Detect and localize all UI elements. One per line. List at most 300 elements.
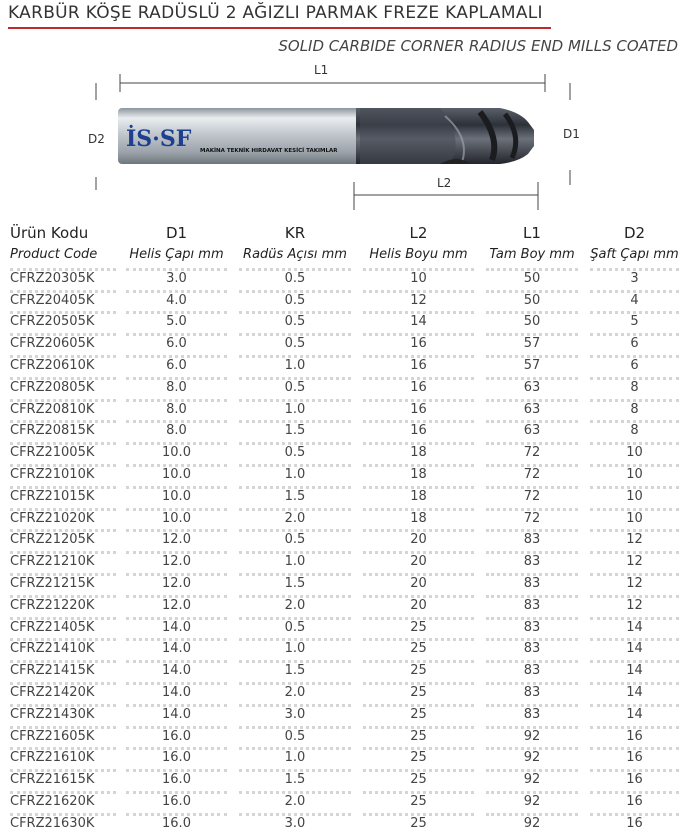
l1-value-cell bbox=[480, 745, 584, 767]
d2-value: 14 bbox=[590, 617, 679, 635]
kr-value-cell bbox=[233, 439, 357, 461]
product-code: CFRZ21205K bbox=[10, 529, 116, 547]
table-row bbox=[8, 505, 685, 527]
kr-value-cell bbox=[233, 418, 357, 440]
kr-value-cell bbox=[233, 766, 357, 788]
d1-value: 8.0 bbox=[126, 377, 227, 395]
l2-value-cell bbox=[357, 701, 480, 723]
l2-value: 25 bbox=[363, 660, 474, 678]
l1-value: 63 bbox=[486, 420, 578, 438]
l2-value: 16 bbox=[363, 333, 474, 351]
kr-value: 0.5 bbox=[239, 268, 351, 286]
d1-value: 16.0 bbox=[126, 726, 227, 744]
kr-value: 1.0 bbox=[239, 747, 351, 765]
d1-value: 8.0 bbox=[126, 399, 227, 417]
d1-dimension bbox=[563, 83, 580, 185]
l2-value-cell bbox=[357, 483, 480, 505]
product-code-cell bbox=[8, 374, 120, 396]
table-row bbox=[8, 548, 685, 570]
l2-value: 12 bbox=[363, 290, 474, 308]
table-row bbox=[8, 766, 685, 788]
d1-value-cell bbox=[120, 636, 233, 658]
d1-value-cell bbox=[120, 701, 233, 723]
l2-value: 25 bbox=[363, 704, 474, 722]
d1-value-cell bbox=[120, 396, 233, 418]
l2-value: 20 bbox=[363, 595, 474, 613]
col-header-code: Ürün Kodu bbox=[10, 224, 89, 242]
d1-value-cell bbox=[120, 374, 233, 396]
d2-value: 16 bbox=[590, 747, 679, 765]
l1-value: 63 bbox=[486, 377, 578, 395]
kr-value: 3.0 bbox=[239, 813, 351, 831]
kr-value-cell bbox=[233, 330, 357, 352]
l2-value-cell bbox=[357, 657, 480, 679]
col-subheader-l2: Helis Boyu mm bbox=[369, 246, 468, 262]
d2-value: 16 bbox=[590, 726, 679, 744]
table-row bbox=[8, 636, 685, 658]
d2-value: 12 bbox=[590, 573, 679, 591]
d1-value: 16.0 bbox=[126, 769, 227, 787]
kr-value: 1.0 bbox=[239, 464, 351, 482]
l2-value: 25 bbox=[363, 747, 474, 765]
product-code-cell bbox=[8, 570, 120, 592]
d1-value: 14.0 bbox=[126, 704, 227, 722]
kr-value: 1.5 bbox=[239, 486, 351, 504]
d2-value: 12 bbox=[590, 529, 679, 547]
d1-value: 6.0 bbox=[126, 355, 227, 373]
d2-value-cell bbox=[584, 788, 685, 810]
l1-value-cell bbox=[480, 788, 584, 810]
d1-value: 4.0 bbox=[126, 290, 227, 308]
kr-value: 0.5 bbox=[239, 442, 351, 460]
kr-value: 1.5 bbox=[239, 769, 351, 787]
d2-value-cell bbox=[584, 679, 685, 701]
d1-value-cell bbox=[120, 461, 233, 483]
l2-value: 14 bbox=[363, 311, 474, 329]
l2-value: 25 bbox=[363, 726, 474, 744]
table-row bbox=[8, 657, 685, 679]
d1-value: 6.0 bbox=[126, 333, 227, 351]
d1-value-cell bbox=[120, 592, 233, 614]
l1-value: 63 bbox=[486, 399, 578, 417]
table-row bbox=[8, 723, 685, 745]
l1-value-cell bbox=[480, 657, 584, 679]
product-code: CFRZ21620K bbox=[10, 791, 116, 809]
d2-value: 12 bbox=[590, 551, 679, 569]
product-code: CFRZ21210K bbox=[10, 551, 116, 569]
d1-value: 12.0 bbox=[126, 573, 227, 591]
d2-value-cell bbox=[584, 374, 685, 396]
product-code-cell bbox=[8, 265, 120, 287]
kr-value: 0.5 bbox=[239, 377, 351, 395]
d2-value: 12 bbox=[590, 595, 679, 613]
page-subtitle: SOLID CARBIDE CORNER RADIUS END MILLS COATED bbox=[278, 37, 678, 55]
d1-value-cell bbox=[120, 505, 233, 527]
d2-value-cell bbox=[584, 723, 685, 745]
product-code: CFRZ21010K bbox=[10, 464, 116, 482]
table-row bbox=[8, 701, 685, 723]
d2-value: 10 bbox=[590, 508, 679, 526]
l2-value: 16 bbox=[363, 377, 474, 395]
product-code: CFRZ21220K bbox=[10, 595, 116, 613]
l1-value-cell bbox=[480, 723, 584, 745]
d2-value: 6 bbox=[590, 355, 679, 373]
product-code: CFRZ21005K bbox=[10, 442, 116, 460]
l2-value-cell bbox=[357, 745, 480, 767]
l2-value: 25 bbox=[363, 813, 474, 831]
l2-value-cell bbox=[357, 636, 480, 658]
d2-value: 5 bbox=[590, 311, 679, 329]
l1-value: 83 bbox=[486, 682, 578, 700]
d1-value: 10.0 bbox=[126, 464, 227, 482]
l1-value-cell bbox=[480, 374, 584, 396]
product-code: CFRZ21430K bbox=[10, 704, 116, 722]
l2-value-cell bbox=[357, 527, 480, 549]
l1-value-cell bbox=[480, 766, 584, 788]
l1-value: 50 bbox=[486, 311, 578, 329]
l1-value: 72 bbox=[486, 464, 578, 482]
col-subheader-kr: Radüs Açısı mm bbox=[243, 246, 347, 262]
product-code: CFRZ21630K bbox=[10, 813, 116, 831]
table-row bbox=[8, 374, 685, 396]
table-row bbox=[8, 287, 685, 309]
d2-value: 3 bbox=[590, 268, 679, 286]
d2-value: 10 bbox=[590, 486, 679, 504]
d1-value-cell bbox=[120, 614, 233, 636]
d2-value-cell bbox=[584, 810, 685, 832]
d2-value-cell bbox=[584, 265, 685, 287]
l2-value-cell bbox=[357, 439, 480, 461]
d1-value: 5.0 bbox=[126, 311, 227, 329]
d2-label: D2 bbox=[88, 132, 105, 146]
d1-value-cell bbox=[120, 527, 233, 549]
l1-value: 92 bbox=[486, 813, 578, 831]
table-row bbox=[8, 439, 685, 461]
l2-value-cell bbox=[357, 548, 480, 570]
product-code: CFRZ20505K bbox=[10, 311, 116, 329]
l1-value: 83 bbox=[486, 529, 578, 547]
kr-value: 0.5 bbox=[239, 617, 351, 635]
d1-label: D1 bbox=[563, 127, 580, 141]
col-header-kr: KR bbox=[284, 224, 306, 242]
product-code-cell bbox=[8, 810, 120, 832]
kr-value-cell bbox=[233, 810, 357, 832]
d2-value: 6 bbox=[590, 333, 679, 351]
d1-value: 14.0 bbox=[126, 660, 227, 678]
kr-value-cell bbox=[233, 548, 357, 570]
kr-value: 1.0 bbox=[239, 399, 351, 417]
col-subheader-code: Product Code bbox=[10, 246, 98, 262]
d1-value: 14.0 bbox=[126, 638, 227, 656]
kr-value-cell bbox=[233, 570, 357, 592]
l1-value-cell bbox=[480, 592, 584, 614]
d2-value-cell bbox=[584, 352, 685, 374]
table-row bbox=[8, 592, 685, 614]
l1-value: 72 bbox=[486, 442, 578, 460]
l2-value: 20 bbox=[363, 573, 474, 591]
d1-value: 14.0 bbox=[126, 617, 227, 635]
kr-value: 2.0 bbox=[239, 791, 351, 809]
product-code: CFRZ21610K bbox=[10, 747, 116, 765]
l2-value-cell bbox=[357, 679, 480, 701]
table-row bbox=[8, 614, 685, 636]
l1-value-cell bbox=[480, 636, 584, 658]
d1-value: 16.0 bbox=[126, 791, 227, 809]
table-row bbox=[8, 265, 685, 287]
kr-value: 1.5 bbox=[239, 420, 351, 438]
l1-value-cell bbox=[480, 439, 584, 461]
product-code: CFRZ20405K bbox=[10, 290, 116, 308]
kr-value-cell bbox=[233, 614, 357, 636]
l1-value-cell bbox=[480, 309, 584, 331]
product-code-cell bbox=[8, 701, 120, 723]
header-row-top bbox=[8, 223, 685, 243]
l1-value: 57 bbox=[486, 355, 578, 373]
l1-value-cell bbox=[480, 287, 584, 309]
d2-value: 8 bbox=[590, 377, 679, 395]
table-row bbox=[8, 418, 685, 440]
brand-tagline: MAKİNA TEKNİK HIRDAVAT KESİCİ TAKIMLAR bbox=[200, 148, 338, 154]
l1-value: 83 bbox=[486, 551, 578, 569]
l1-value: 92 bbox=[486, 791, 578, 809]
spec-table-body bbox=[8, 265, 685, 832]
l2-value: 18 bbox=[363, 508, 474, 526]
product-code: CFRZ21605K bbox=[10, 726, 116, 744]
l2-value: 16 bbox=[363, 355, 474, 373]
kr-value: 1.0 bbox=[239, 638, 351, 656]
product-code: CFRZ21615K bbox=[10, 769, 116, 787]
product-code-cell bbox=[8, 614, 120, 636]
product-code-cell bbox=[8, 548, 120, 570]
d1-value-cell bbox=[120, 657, 233, 679]
l1-value-cell bbox=[480, 679, 584, 701]
l1-value: 72 bbox=[486, 486, 578, 504]
d1-value-cell bbox=[120, 723, 233, 745]
d2-value-cell bbox=[584, 396, 685, 418]
kr-value: 1.5 bbox=[239, 660, 351, 678]
l1-value-cell bbox=[480, 330, 584, 352]
table-row bbox=[8, 309, 685, 331]
d2-value: 14 bbox=[590, 682, 679, 700]
product-code: CFRZ21405K bbox=[10, 617, 116, 635]
l2-value-cell bbox=[357, 570, 480, 592]
d1-value: 10.0 bbox=[126, 508, 227, 526]
l2-value-cell bbox=[357, 505, 480, 527]
l1-value-cell bbox=[480, 614, 584, 636]
d2-dimension bbox=[88, 83, 105, 190]
l1-value-cell bbox=[480, 505, 584, 527]
product-code: CFRZ20810K bbox=[10, 399, 116, 417]
l2-value: 25 bbox=[363, 769, 474, 787]
l2-value: 25 bbox=[363, 682, 474, 700]
d2-value: 10 bbox=[590, 464, 679, 482]
l2-value: 18 bbox=[363, 464, 474, 482]
product-spec-table bbox=[8, 223, 685, 832]
d1-value: 10.0 bbox=[126, 486, 227, 504]
product-code-cell bbox=[8, 396, 120, 418]
product-code-cell bbox=[8, 418, 120, 440]
kr-value-cell bbox=[233, 265, 357, 287]
kr-value: 1.5 bbox=[239, 573, 351, 591]
kr-value-cell bbox=[233, 483, 357, 505]
product-code-cell bbox=[8, 679, 120, 701]
kr-value-cell bbox=[233, 352, 357, 374]
l1-value-cell bbox=[480, 701, 584, 723]
d2-value-cell bbox=[584, 309, 685, 331]
l2-value-cell bbox=[357, 418, 480, 440]
l2-value-cell bbox=[357, 614, 480, 636]
l1-value: 83 bbox=[486, 704, 578, 722]
d2-value-cell bbox=[584, 701, 685, 723]
product-code: CFRZ20815K bbox=[10, 420, 116, 438]
product-code-cell bbox=[8, 592, 120, 614]
kr-value-cell bbox=[233, 679, 357, 701]
l2-value: 16 bbox=[363, 420, 474, 438]
kr-value: 1.0 bbox=[239, 551, 351, 569]
kr-value: 2.0 bbox=[239, 595, 351, 613]
d2-value: 10 bbox=[590, 442, 679, 460]
product-code: CFRZ21410K bbox=[10, 638, 116, 656]
kr-value-cell bbox=[233, 723, 357, 745]
table-row bbox=[8, 352, 685, 374]
l2-value: 16 bbox=[363, 399, 474, 417]
header-row-bottom bbox=[8, 243, 685, 265]
d1-value-cell bbox=[120, 330, 233, 352]
kr-value: 2.0 bbox=[239, 682, 351, 700]
product-code: CFRZ21420K bbox=[10, 682, 116, 700]
d2-value-cell bbox=[584, 461, 685, 483]
product-code: CFRZ20610K bbox=[10, 355, 116, 373]
product-code-cell bbox=[8, 352, 120, 374]
product-code-cell bbox=[8, 723, 120, 745]
d2-value-cell bbox=[584, 548, 685, 570]
product-code-cell bbox=[8, 461, 120, 483]
col-subheader-d2: Şaft Çapı mm bbox=[590, 246, 679, 262]
l2-value-cell bbox=[357, 374, 480, 396]
product-code-cell bbox=[8, 439, 120, 461]
col-subheader-l1: Tam Boy mm bbox=[489, 246, 575, 262]
kr-value: 0.5 bbox=[239, 333, 351, 351]
l2-value-cell bbox=[357, 766, 480, 788]
l1-value: 92 bbox=[486, 726, 578, 744]
l1-value-cell bbox=[480, 810, 584, 832]
kr-value: 0.5 bbox=[239, 726, 351, 744]
title-underline bbox=[8, 27, 551, 29]
d1-value: 16.0 bbox=[126, 747, 227, 765]
d2-value: 16 bbox=[590, 791, 679, 809]
d1-value-cell bbox=[120, 309, 233, 331]
l1-value-cell bbox=[480, 461, 584, 483]
kr-value-cell bbox=[233, 592, 357, 614]
table-row bbox=[8, 679, 685, 701]
d2-value: 16 bbox=[590, 769, 679, 787]
product-code: CFRZ20305K bbox=[10, 268, 116, 286]
kr-value-cell bbox=[233, 461, 357, 483]
l2-value-cell bbox=[357, 352, 480, 374]
l2-value-cell bbox=[357, 309, 480, 331]
d1-value: 16.0 bbox=[126, 813, 227, 831]
col-header-l1: L1 bbox=[523, 224, 541, 242]
d1-value: 12.0 bbox=[126, 551, 227, 569]
product-code: CFRZ20805K bbox=[10, 377, 116, 395]
d2-value: 14 bbox=[590, 638, 679, 656]
page-title: KARBÜR KÖŞE RADÜSLÜ 2 AĞIZLI PARMAK FREZE KAPLAMALI bbox=[8, 3, 543, 23]
d2-value-cell bbox=[584, 614, 685, 636]
table-row bbox=[8, 396, 685, 418]
kr-value-cell bbox=[233, 657, 357, 679]
l1-value: 92 bbox=[486, 769, 578, 787]
d1-value-cell bbox=[120, 766, 233, 788]
d2-value-cell bbox=[584, 527, 685, 549]
l2-value-cell bbox=[357, 330, 480, 352]
l2-value: 25 bbox=[363, 791, 474, 809]
table-row bbox=[8, 330, 685, 352]
d2-value: 16 bbox=[590, 813, 679, 831]
l2-value-cell bbox=[357, 265, 480, 287]
kr-value-cell bbox=[233, 505, 357, 527]
table-row bbox=[8, 483, 685, 505]
d2-value-cell bbox=[584, 592, 685, 614]
table-row bbox=[8, 461, 685, 483]
d2-value-cell bbox=[584, 418, 685, 440]
l1-value: 57 bbox=[486, 333, 578, 351]
d1-value-cell bbox=[120, 679, 233, 701]
d2-value-cell bbox=[584, 483, 685, 505]
product-code-cell bbox=[8, 330, 120, 352]
l2-value: 20 bbox=[363, 529, 474, 547]
l2-label: L2 bbox=[437, 176, 452, 190]
table-row bbox=[8, 788, 685, 810]
l1-value: 83 bbox=[486, 638, 578, 656]
d2-value-cell bbox=[584, 505, 685, 527]
d2-value-cell bbox=[584, 287, 685, 309]
d1-value: 12.0 bbox=[126, 595, 227, 613]
kr-value-cell bbox=[233, 396, 357, 418]
kr-value-cell bbox=[233, 309, 357, 331]
kr-value: 0.5 bbox=[239, 311, 351, 329]
d2-value-cell bbox=[584, 570, 685, 592]
kr-value-cell bbox=[233, 701, 357, 723]
col-subheader-d1: Helis Çapı mm bbox=[129, 246, 224, 262]
l1-value: 83 bbox=[486, 573, 578, 591]
product-code-cell bbox=[8, 309, 120, 331]
l2-value: 18 bbox=[363, 442, 474, 460]
d1-value-cell bbox=[120, 745, 233, 767]
table-row bbox=[8, 810, 685, 832]
product-code: CFRZ21215K bbox=[10, 573, 116, 591]
l1-value-cell bbox=[480, 352, 584, 374]
d1-value-cell bbox=[120, 483, 233, 505]
product-code-cell bbox=[8, 788, 120, 810]
l2-value-cell bbox=[357, 723, 480, 745]
kr-value-cell bbox=[233, 527, 357, 549]
l1-value-cell bbox=[480, 418, 584, 440]
d2-value: 14 bbox=[590, 704, 679, 722]
l1-value-cell bbox=[480, 570, 584, 592]
kr-value-cell bbox=[233, 374, 357, 396]
product-code: CFRZ21015K bbox=[10, 486, 116, 504]
product-code-cell bbox=[8, 766, 120, 788]
d1-value-cell bbox=[120, 439, 233, 461]
col-header-d2: D2 bbox=[623, 224, 646, 242]
kr-value: 3.0 bbox=[239, 704, 351, 722]
product-code-cell bbox=[8, 636, 120, 658]
l2-value: 10 bbox=[363, 268, 474, 286]
product-code: CFRZ21020K bbox=[10, 508, 116, 526]
d2-value: 8 bbox=[590, 399, 679, 417]
d2-value-cell bbox=[584, 636, 685, 658]
brand-name: İS·SF bbox=[126, 126, 192, 152]
